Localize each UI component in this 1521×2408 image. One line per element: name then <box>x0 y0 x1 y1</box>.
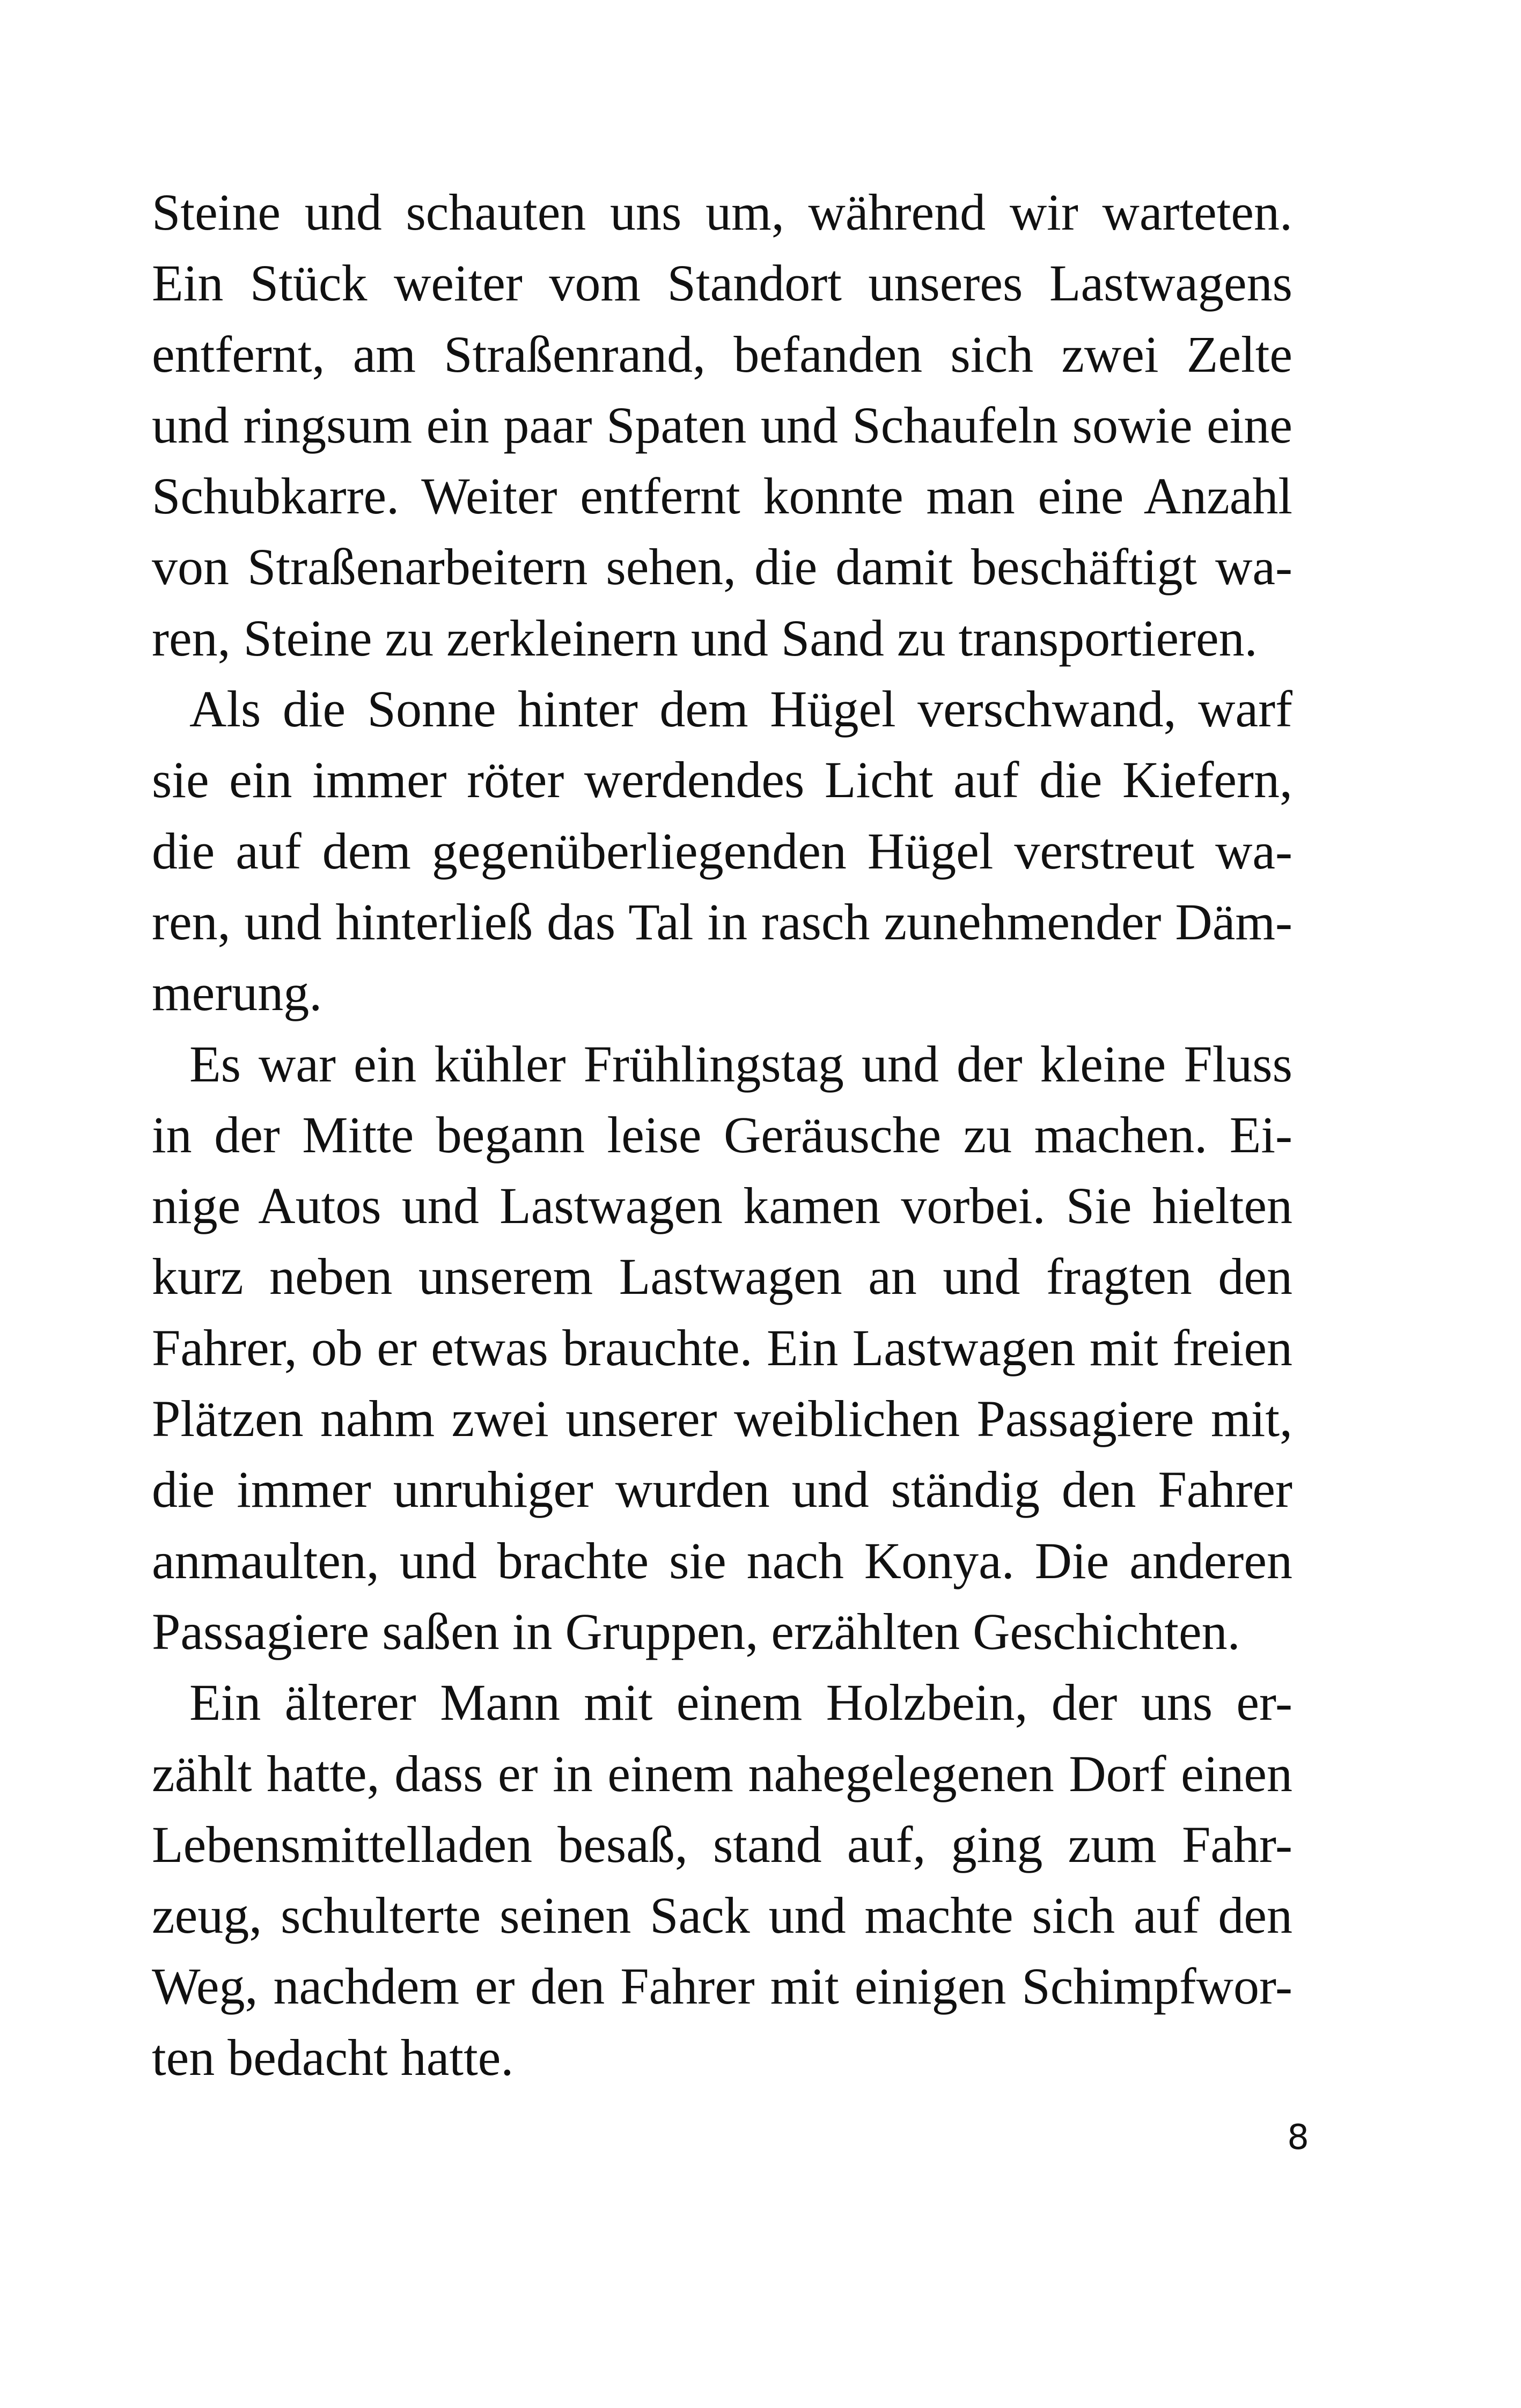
text-line: Als die Sonne hinter dem Hügel verschwand, warf <box>189 680 1292 738</box>
text-line: sie ein immer röter werdendes Licht auf die Kiefern, <box>152 751 1292 809</box>
text-line: Passagiere saßen in Gruppen, erzählten Geschichten. <box>152 1602 1240 1660</box>
text-line: Steine und schauten uns um, während wir warteten. <box>152 183 1292 241</box>
text-line: in der Mitte begann leise Geräusche zu machen. Ei- <box>152 1106 1292 1164</box>
text-line: Ein Stück weiter vom Standort unseres Lastwagens <box>152 254 1292 312</box>
text-line: kurz neben unserem Lastwagen an und fragten den <box>152 1248 1292 1306</box>
text-line: Weg, nachdem er den Fahrer mit einigen Schimpfwor- <box>152 1957 1292 2015</box>
text-line: die immer unruhiger wurden und ständig den Fahrer <box>152 1461 1292 1519</box>
text-line: entfernt, am Straßenrand, befanden sich zwei Zelte <box>152 325 1292 383</box>
body-text <box>152 177 1292 2093</box>
text-line: Plätzen nahm zwei unserer weiblichen Passagiere mit, <box>152 1390 1292 1448</box>
text-line: ren, Steine zu zerkleinern und Sand zu transportieren. <box>152 609 1258 667</box>
text-line: zählt hatte, dass er in einem nahegelegenen Dorf einen <box>152 1744 1292 1802</box>
text-line: anmaulten, und brachte sie nach Konya. Die anderen <box>152 1531 1292 1589</box>
text-line: ren, und hinterließ das Tal in rasch zunehmender Däm- <box>152 893 1292 951</box>
text-line: Lebensmittelladen besaß, stand auf, ging zum Fahr- <box>152 1815 1292 1873</box>
text-line: zeug, schulterte seinen Sack und machte sich auf den <box>152 1887 1292 1945</box>
text-line: Es war ein kühler Frühlingstag und der kleine Fluss <box>189 1035 1292 1093</box>
text-line: von Straßenarbeitern sehen, die damit beschäftigt wa- <box>152 538 1292 596</box>
text-line: Schubkarre. Weiter entfernt konnte man eine Anzahl <box>152 467 1292 525</box>
text-line: und ringsum ein paar Spaten und Schaufeln sowie eine <box>152 396 1292 454</box>
text-line: ten bedacht hatte. <box>152 2028 514 2086</box>
page-number: 8 <box>1287 2118 1309 2157</box>
text-line: merung. <box>152 964 322 1022</box>
text-line: Fahrer, ob er etwas brauchte. Ein Lastwagen mit freien <box>152 1319 1292 1376</box>
text-line: Ein älterer Mann mit einem Holzbein, der uns er- <box>189 1674 1292 1732</box>
text-line: die auf dem gegenüberliegenden Hügel verstreut wa- <box>152 822 1292 880</box>
text-line: nige Autos und Lastwagen kamen vorbei. Sie hielten <box>152 1177 1292 1235</box>
